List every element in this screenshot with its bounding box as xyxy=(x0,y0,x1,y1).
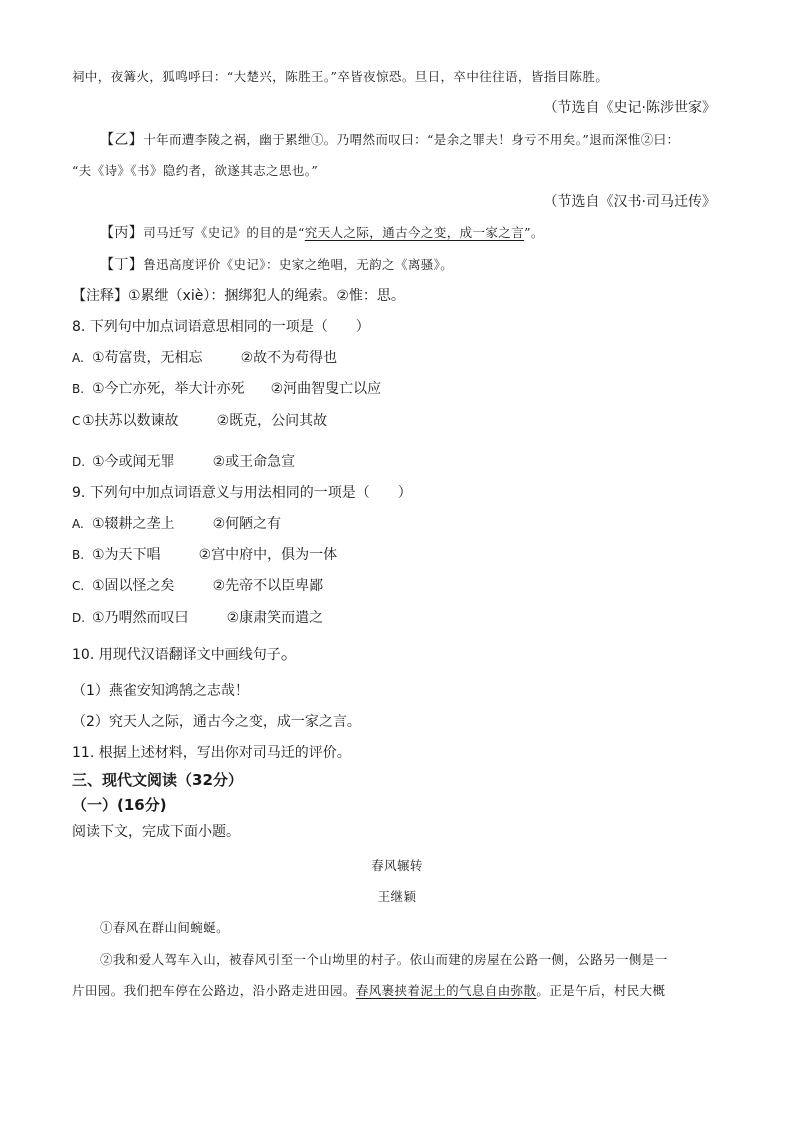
q9-option-a: A. ①辍耕之垄上 ②何陋之有 xyxy=(72,516,282,532)
q11-stem: 11. 根据上述材料，写出你对司马迁的评价。 xyxy=(72,745,351,761)
section-3-heading: 三、现代文阅读（32分） xyxy=(72,771,243,789)
article-para-1: ①春风在群山间蜿蜒。 xyxy=(100,920,230,935)
subsection-1-heading: （一）(16分) xyxy=(72,796,167,814)
q9-option-b: B. ①为天下唱 ②宫中府中，俱为一体 xyxy=(72,547,338,563)
underlined-sentence: 春风裹挟着泥土的气息自由弥散 xyxy=(355,983,537,998)
underlined-quote: 究天人之际，通古今之变，成一家之言 xyxy=(304,225,525,240)
q10-stem: 10. 用现代汉语翻译文中画线句子。 xyxy=(72,643,299,664)
tag-bing: 【丙】 xyxy=(100,225,144,241)
passage-yi-text: 十年而遭李陵之祸，幽于累绁①。乃喟然而叹曰：“是余之罪夫！身亏不用矣。”退而深惟②曰： xyxy=(143,132,680,147)
q8-stem: 8. 下列句中加点词语意思相同的一项是（ ） xyxy=(72,319,370,335)
q10-sentence-2: （2）究天人之际，通古今之变，成一家之言。 xyxy=(72,714,361,730)
q8-option-b: B. ①今亡亦死，举大计亦死 ②河曲智叟亡以应 xyxy=(72,381,382,397)
q10-sentence-1: （1）燕雀安知鸿鹄之志哉！ xyxy=(72,683,249,699)
q9-option-c: C. ①固以怪之矣 ②先帝不以臣卑鄙 xyxy=(72,578,324,594)
article-title: 春风辗转 xyxy=(371,858,423,873)
passage-bing: 【丙】司马迁写《史记》的目的是“究天人之际，通古今之变，成一家之言”。 xyxy=(100,225,544,241)
article-para-2-line2: 片田园。我们把车停在公路边，沿小路走进田园。春风裹挟着泥土的气息自由弥散。正是午后，村民大概 xyxy=(72,983,666,998)
annotation-note: 【注释】①累绁（xiè）：捆绑犯人的绳索。②惟：思。 xyxy=(72,288,405,304)
source-shiji: （节选自《史记·陈涉世家》 xyxy=(543,100,716,116)
passage-yi-line1 xyxy=(100,131,679,149)
tag-yi: 【乙】 xyxy=(100,132,144,148)
q9-stem: 9. 下列句中加点词语意义与用法相同的一项是（ ） xyxy=(72,485,412,501)
passage-ding: 【丁】鲁迅高度评价《史记》：史家之绝唱，无韵之《离骚》。 xyxy=(100,257,454,273)
passage-yi-line2: “夫《诗》《书》隐约者，欲遂其志之思也。” xyxy=(72,163,319,178)
q8-option-c: C ①扶苏以数谏故 ②既克，公问其故 xyxy=(72,413,328,429)
article-para-2-line1: ②我和爱人驾车入山，被春风引至一个山坳里的村子。依山而建的房屋在公路一侧，公路另一侧是一 xyxy=(100,952,668,967)
reading-instruction: 阅读下文，完成下面小题。 xyxy=(72,824,240,840)
passage-jia-end: 祠中，夜篝火，狐鸣呼曰：“大楚兴，陈胜王。”卒皆夜惊恐。旦日，卒中往往语，皆指目陈胜。 xyxy=(72,69,609,84)
q9-option-d: D. ①乃喟然而叹曰 ②康肃笑而遣之 xyxy=(72,610,324,626)
source-hanshu: （节选自《汉书·司马迁传》 xyxy=(543,194,716,210)
tag-ding: 【丁】 xyxy=(100,257,144,273)
q8-option-a: A. ①苟富贵，无相忘 ②故不为苟得也 xyxy=(72,350,338,366)
article-author: 王继颖 xyxy=(377,889,417,904)
q8-option-d: D. ①今或闻无罪 ②或王命急宣 xyxy=(72,454,296,470)
